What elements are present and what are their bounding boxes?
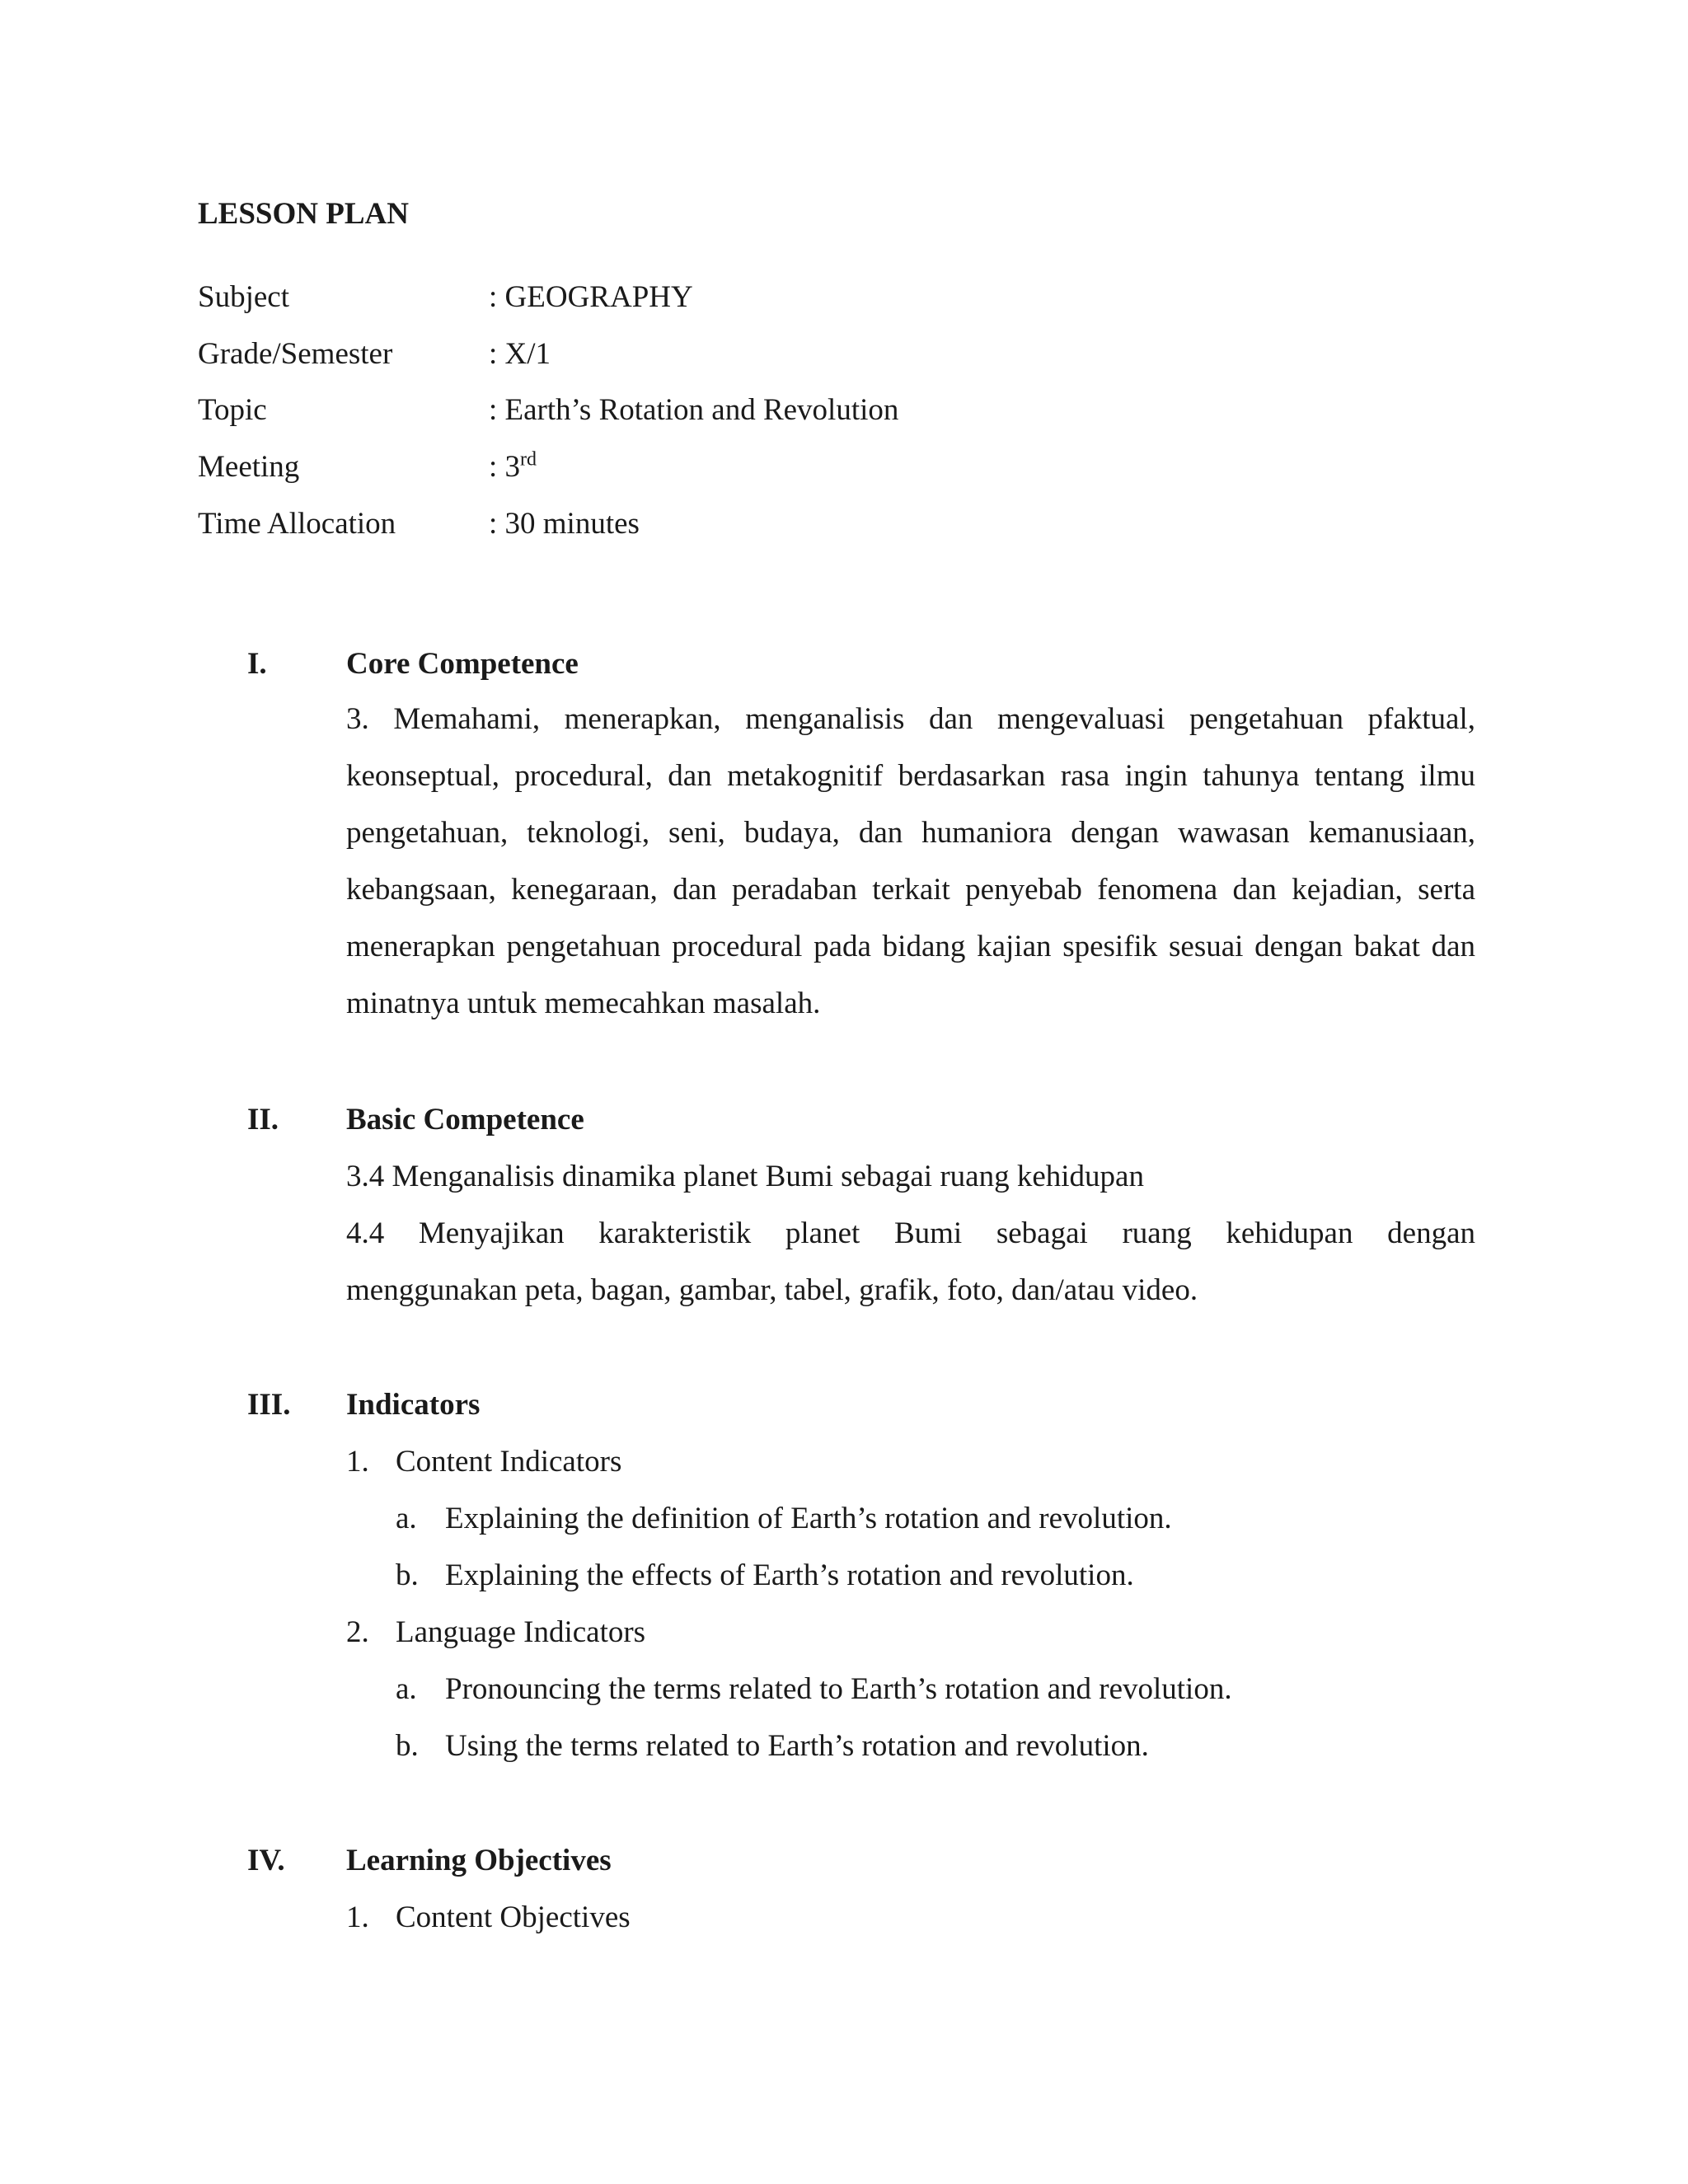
meta-row-topic (198, 390, 1434, 431)
meta-label: Grade/Semester (198, 337, 393, 371)
list-letter: a. (396, 1672, 417, 1706)
basic-competence-item-continued: menggunakan peta, bagan, gambar, tabel, grafik, foto, dan/atau video. (346, 1273, 1198, 1307)
indicator-item: Explaining the effects of Earth’s rotation and revolution. (445, 1558, 1134, 1592)
indicator-group-label: Content Indicators (396, 1445, 622, 1479)
meta-value: : Earth’s Rotation and Revolution (489, 393, 899, 427)
meta-value: : X/1 (489, 337, 551, 371)
meeting-number: : 3 (489, 450, 521, 484)
objective-group-label: Content Objectives (396, 1900, 631, 1934)
section-number: IV. (247, 1844, 285, 1877)
section-number: II. (247, 1103, 279, 1137)
meta-value: : 30 minutes (489, 507, 640, 541)
page-title: LESSON PLAN (198, 197, 409, 231)
section-title-core-competence: Core Competence (346, 647, 579, 681)
meta-label: Topic (198, 393, 267, 427)
indicator-item: Explaining the definition of Earth’s rotation and revolution. (445, 1502, 1172, 1535)
meta-row-grade (198, 334, 1434, 375)
basic-competence-item: 3.4 Menganalisis dinamika planet Bumi sebagai ruang kehidupan (346, 1160, 1144, 1193)
meta-row-subject (198, 277, 1434, 318)
list-number: 1. (346, 1445, 369, 1479)
indicator-item: Pronouncing the terms related to Earth’s rotation and revolution. (445, 1672, 1232, 1706)
meta-row-time (198, 504, 1434, 545)
ordinal-suffix: rd (520, 448, 537, 471)
core-competence-paragraph: 3. Memahami, menerapkan, menganalisis dan mengevaluasi pengetahuan pfaktual, keonseptual, procedural, dan metakognitif berdasarkan rasa ingin tahunya tentang ilmu pengetahuan, teknologi, seni, budaya, dan humaniora dengan wawasan kemanusiaan, kebangsaan, kenegaraan, dan peradaban terkait penyebab fenomena dan kejadian, serta menerapkan pengetahuan procedural pada bidang kajian spesifik sesuai dengan bakat dan minatnya untuk memecahkan masalah. (346, 702, 1475, 1020)
meta-value: : GEOGRAPHY (489, 280, 693, 314)
list-letter: b. (396, 1558, 419, 1592)
section-title-basic-competence: Basic Competence (346, 1103, 584, 1137)
meta-row-meeting (198, 447, 1434, 488)
basic-competence-item: 4.4 Menyajikan karakteristik planet Bumi sebagai ruang kehidupan dengan (346, 1216, 1475, 1250)
list-letter: a. (396, 1502, 417, 1535)
section-number: I. (247, 647, 267, 681)
section-title-indicators: Indicators (346, 1388, 481, 1422)
section-number: III. (247, 1388, 291, 1422)
meta-label: Time Allocation (198, 507, 396, 541)
list-number: 1. (346, 1900, 369, 1934)
indicator-item: Using the terms related to Earth’s rotation and revolution. (445, 1729, 1149, 1763)
meta-value (489, 447, 537, 488)
list-number: 2. (346, 1615, 369, 1649)
meta-label: Meeting (198, 450, 300, 484)
list-letter: b. (396, 1729, 419, 1763)
section-title-learning-objectives: Learning Objectives (346, 1844, 612, 1877)
indicator-group-label: Language Indicators (396, 1615, 646, 1649)
meta-label: Subject (198, 280, 289, 314)
